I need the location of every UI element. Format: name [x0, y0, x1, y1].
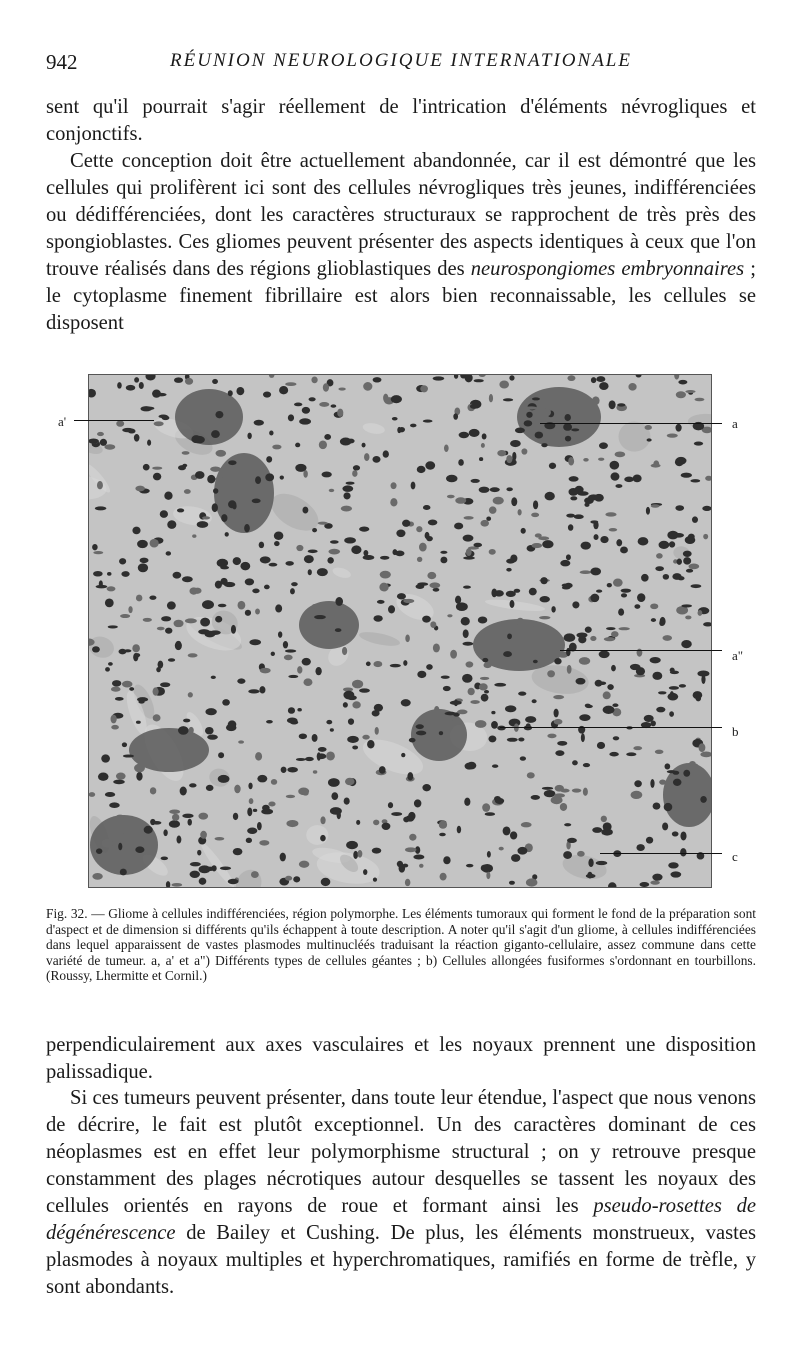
paragraph-1-text: sent qu'il pourrait s'agir réellement de l'intrication d'éléments névrogliques et conjonctifs.: [46, 96, 756, 145]
paragraph-2-text-b: ; le cytoplasme finement fibrillaire est alors bien reconnaissable, les cellules se disposent: [46, 258, 756, 334]
label-c: c: [732, 849, 738, 864]
paragraph-3: [46, 1032, 756, 1086]
leader-a-double-prime: [560, 650, 722, 651]
paragraph-2-text-a: Cette conception doit être actuellement abandonnée, car il est démontré que les cellules qui prolifèrent ici sont des cellules névrogliques très jeunes, indifférenciées ou dédifférenciées, dont les caractères structuraux se rapprochent de très près des spongioblastes. Ces gliomes peuvent présenter des aspects identiques à ceux que l'on trouve réalisés dans des régions glioblastiques des: [46, 150, 756, 280]
page-header: [46, 50, 756, 78]
leader-b: [500, 727, 722, 728]
label-a: a: [732, 416, 738, 431]
paragraph-4-text-b: de Bailey et Cushing. De plus, les éléments monstrueux, vastes plasmodes à noyaux multiples et hyperchromatiques, ramifiés en forme de trèfle, y sont abondants.: [46, 1222, 756, 1298]
label-b: b: [732, 724, 739, 739]
paragraph-3-text: perpendiculairement aux axes vasculaires et les noyaux prennent une disposition palissadique.: [46, 1034, 756, 1083]
paragraph-2: [46, 148, 756, 337]
page-number: 942: [46, 50, 78, 74]
leader-a: [540, 423, 722, 424]
running-title: RÉUNION NEUROLOGIQUE INTERNATIONALE: [170, 50, 632, 71]
histology-figure: [88, 374, 712, 888]
label-a-prime: a': [58, 414, 67, 429]
micrograph-illustration: [89, 375, 711, 887]
paragraph-2-italic: neurospongiomes embryonnaires: [470, 258, 745, 280]
paragraph-4-text-a: Si ces tumeurs peuvent présenter, dans toute leur étendue, l'aspect que nous venons de décrire, le fait est plutôt exceptionnel. Un des caractères dominant de ces néoplasmes est en effet leur polymorphisme structural ; on y retrouve presque constamment des plages nécrotiques autour desquelles se tassent les noyaux des cellules orientés en rayons de roue et formant ainsi les: [46, 1087, 756, 1217]
figure-caption: Fig. 32. — Gliome à cellules indifférenciées, région polymorphe. Les éléments tumoraux qui forment le fond de la préparation sont d'aspect et de dimension si différents qu'ils échappent à toute description. A noter qu'il s'agit d'un gliome, à cellules indifférenciées dans lequel apparaissent de vastes plasmodes multinucléés traduisant la réaction giganto-cellulaire, assez commune dans cette variété de tumeur. a, a' et a") Différents types de cellules géantes ; b) Cellules allongées fusiformes s'ordonnant en tourbillons. (Roussy, Lhermitte et Cornil.): [46, 906, 756, 983]
leader-c: [600, 853, 722, 854]
label-a-double-prime: a": [732, 648, 744, 663]
paragraph-4: [46, 1085, 756, 1301]
paragraph-4-italic: pseudo-rosettes de dégénérescence: [46, 1195, 757, 1244]
leader-a-prime: [74, 420, 154, 421]
paragraph-continuation: [46, 94, 756, 148]
